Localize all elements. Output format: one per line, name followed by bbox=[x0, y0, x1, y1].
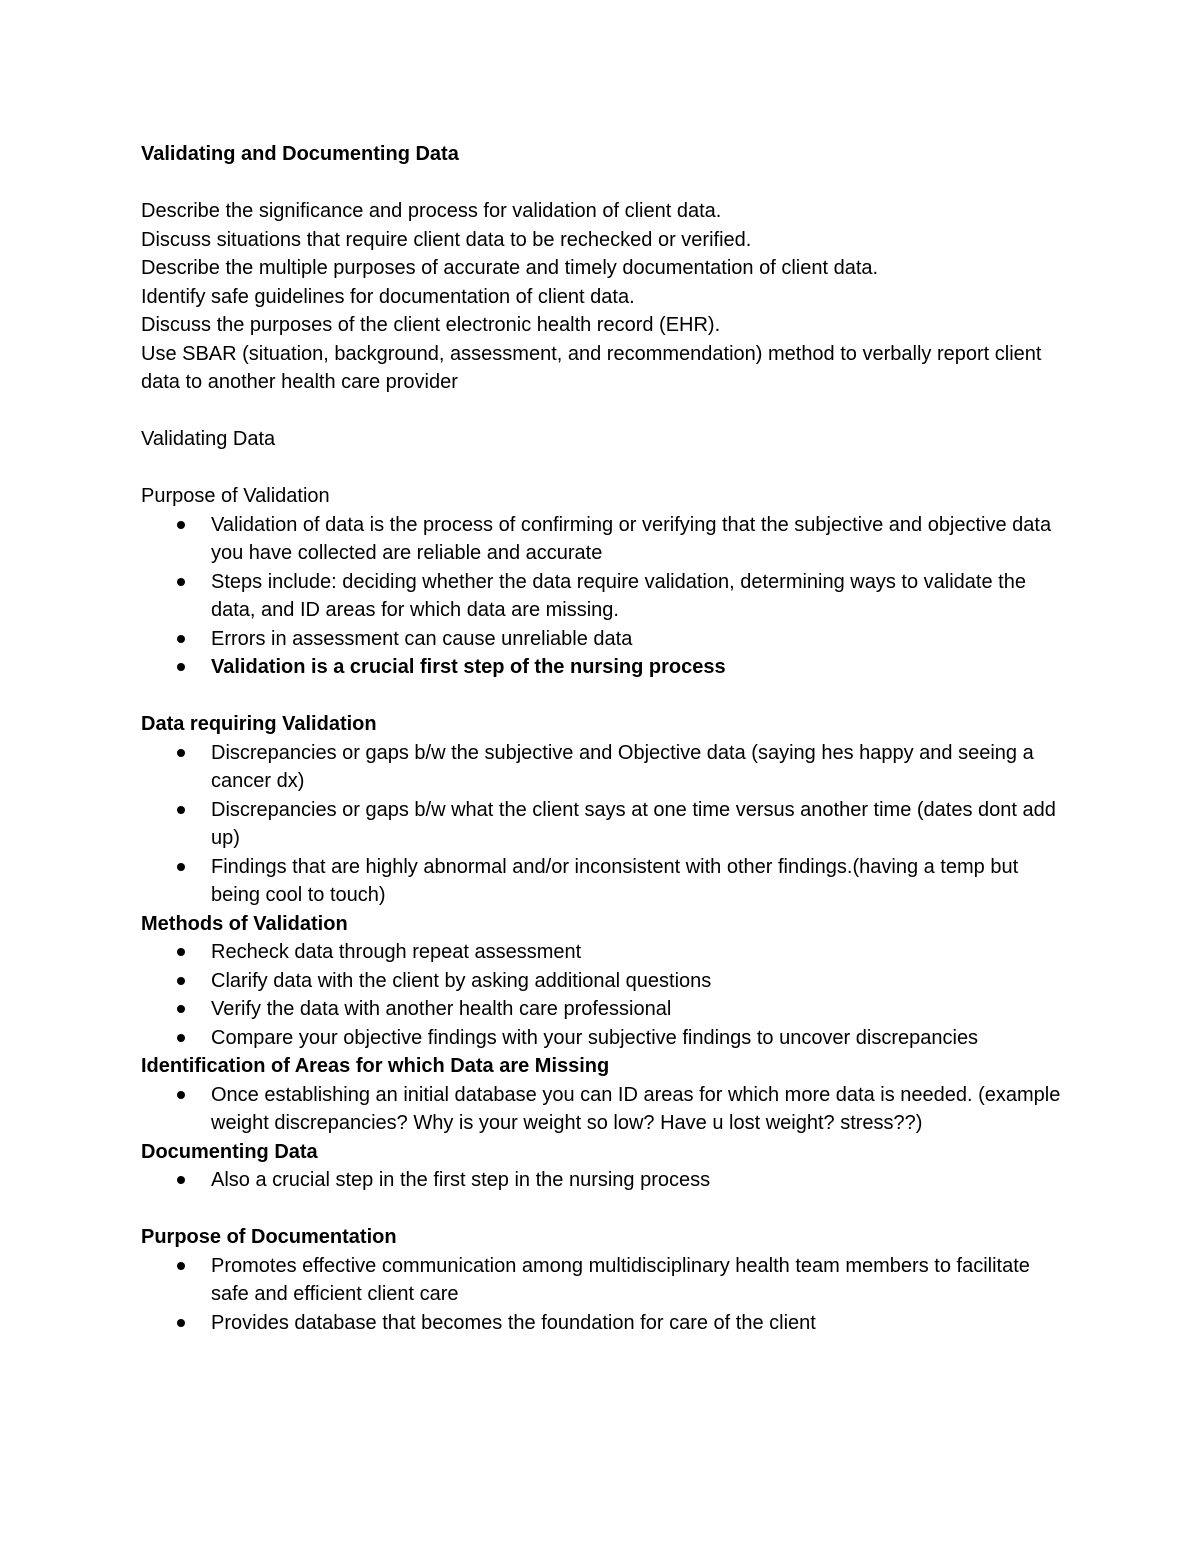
list-item bbox=[141, 1081, 1061, 1138]
list-item bbox=[141, 853, 1061, 910]
list-item bbox=[141, 568, 1061, 625]
list-item-text: Validation of data is the process of confirming or verifying that the subjective and objective data you have collected are reliable and accurate bbox=[211, 513, 1052, 564]
list-item-text: Compare your objective findings with your subjective findings to uncover discrepancies bbox=[211, 1026, 979, 1049]
bullet-icon bbox=[177, 578, 185, 586]
spacer bbox=[141, 169, 1061, 198]
bullet-icon bbox=[177, 948, 185, 956]
spacer bbox=[141, 682, 1061, 711]
list-item bbox=[141, 995, 1061, 1024]
list-item-text: Errors in assessment can cause unreliable data bbox=[211, 627, 633, 650]
list-item-text: Recheck data through repeat assessment bbox=[211, 941, 582, 963]
bullet-icon bbox=[177, 1176, 185, 1184]
documenting-data-list bbox=[141, 1166, 1061, 1195]
objective-line: Identify safe guidelines for documentation of client data. bbox=[141, 285, 635, 308]
objective-line: Discuss the purposes of the client electronic health record (EHR). bbox=[141, 314, 721, 336]
bullet-icon bbox=[177, 521, 185, 529]
spacer bbox=[141, 397, 1061, 426]
list-item-text: Verify the data with another health care professional bbox=[211, 998, 672, 1020]
section-heading-methods-of-validation: Methods of Validation bbox=[141, 912, 348, 935]
bullet-icon bbox=[177, 749, 185, 757]
bullet-icon bbox=[177, 806, 185, 814]
purpose-of-documentation-list bbox=[141, 1252, 1061, 1338]
objective-line: Describe the multiple purposes of accurate and timely documentation of client data. bbox=[141, 257, 879, 279]
list-item bbox=[141, 1252, 1061, 1309]
section-heading-purpose-of-documentation: Purpose of Documentation bbox=[141, 1226, 397, 1248]
list-item-text: Also a crucial step in the first step in the nursing process bbox=[211, 1169, 711, 1191]
list-item-text: Steps include: deciding whether the data require validation, determining ways to validate the data, and ID areas for which data are missing. bbox=[211, 570, 1026, 621]
objective-line: Describe the significance and process for validation of client data. bbox=[141, 200, 722, 222]
document-page bbox=[141, 140, 1061, 1337]
bullet-icon bbox=[177, 1091, 185, 1099]
bullet-icon bbox=[177, 863, 185, 871]
methods-of-validation-list bbox=[141, 938, 1061, 1052]
section-label-validating-data: Validating Data bbox=[141, 428, 276, 450]
list-item-text: Discrepancies or gaps b/w what the client says at one time versus another time (dates dont add up) bbox=[211, 798, 1056, 849]
objective-line: Use SBAR (situation, background, assessment, and recommendation) method to verbally report client data to another health care provider bbox=[141, 342, 1042, 393]
list-item bbox=[141, 625, 1061, 654]
list-item-text: Validation is a crucial first step of the nursing process bbox=[211, 656, 726, 678]
bullet-icon bbox=[177, 635, 185, 643]
bullet-icon bbox=[177, 977, 185, 985]
section-heading-data-requiring-validation: Data requiring Validation bbox=[141, 713, 377, 735]
list-item-text: Once establishing an initial database you can ID areas for which more data is needed. (example weight discrepancies? Why is your weight so low? Have u lost weight? stress??) bbox=[211, 1083, 1061, 1134]
objective-line: Discuss situations that require client data to be rechecked or verified. bbox=[141, 228, 752, 251]
list-item-text: Clarify data with the client by asking additional questions bbox=[211, 969, 712, 992]
section-heading-documenting-data: Documenting Data bbox=[141, 1140, 318, 1163]
list-item bbox=[141, 1024, 1061, 1053]
list-item bbox=[141, 511, 1061, 568]
bullet-icon bbox=[177, 1034, 185, 1042]
list-item-text: Provides database that becomes the foundation for care of the client bbox=[211, 1311, 816, 1334]
document-title: Validating and Documenting Data bbox=[141, 143, 459, 165]
list-item-text: Findings that are highly abnormal and/or inconsistent with other findings.(having a temp but being cool to touch) bbox=[211, 855, 1019, 906]
section-heading-purpose-of-validation: Purpose of Validation bbox=[141, 485, 330, 507]
list-item bbox=[141, 653, 1061, 682]
data-requiring-validation-list bbox=[141, 739, 1061, 910]
list-item bbox=[141, 796, 1061, 853]
section-heading-missing-data: Identification of Areas for which Data are Missing bbox=[141, 1055, 610, 1077]
missing-data-list bbox=[141, 1081, 1061, 1138]
bullet-icon bbox=[177, 663, 185, 671]
list-item-text: Promotes effective communication among multidisciplinary health team members to facilitate safe and efficient client care bbox=[211, 1254, 1030, 1305]
list-item bbox=[141, 739, 1061, 796]
purpose-of-validation-list bbox=[141, 511, 1061, 682]
list-item bbox=[141, 967, 1061, 996]
spacer bbox=[141, 1195, 1061, 1224]
bullet-icon bbox=[177, 1005, 185, 1013]
spacer bbox=[141, 454, 1061, 483]
list-item bbox=[141, 938, 1061, 967]
list-item-text: Discrepancies or gaps b/w the subjective and Objective data (saying hes happy and seeing a cancer dx) bbox=[211, 741, 1034, 792]
list-item bbox=[141, 1309, 1061, 1338]
bullet-icon bbox=[177, 1262, 185, 1270]
bullet-icon bbox=[177, 1319, 185, 1327]
list-item bbox=[141, 1166, 1061, 1195]
